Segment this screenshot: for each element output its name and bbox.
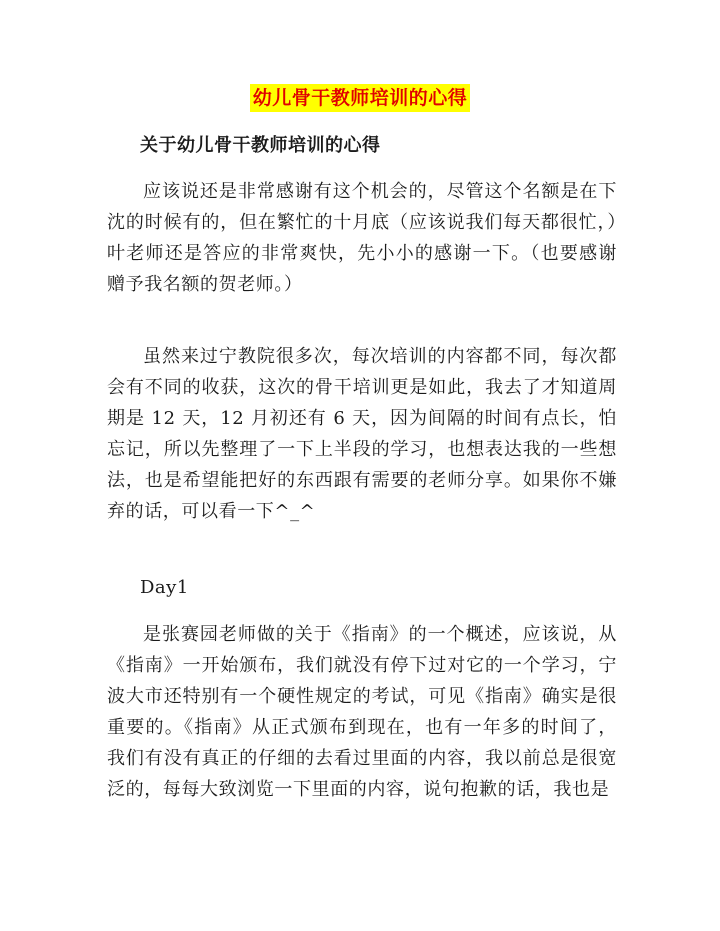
paragraph-1: 应该说还是非常感谢有这个机会的，尽管这个名额是在下沈的时候有的，但在繁忙的十月底（应该说我们每天都很忙，）叶老师还是答应的非常爽快，先小小的感谢一下。（也要感谢赠予我名额的贺老师。） [107, 181, 617, 295]
paragraph-3: 是张赛园老师做的关于《指南》的一个概述，应该说，从《指南》一开始颁布，我们就没有停下过对它的一个学习，宁波大市还特别有一个硬性规定的考试，可见《指南》确实是很重要的。《指南》从正式颁布到现在，也有一年多的时间了，我们有没有真正的仔细的去看过里面的内容，我以前总是很宽泛的，每每大致浏览一下里面的内容，说句抱歉的话，我也是 [107, 624, 617, 800]
title-container [0, 84, 720, 112]
document-subtitle: 关于幼儿骨干教师培训的心得 [140, 135, 381, 156]
paragraph-2: 虽然来过宁教院很多次，每次培训的内容都不同，每次都会有不同的收获，这次的骨干培训更是如此，我去了才知道周期是 12 天，12 月初还有 6 天，因为间隔的时间有点长，怕忘记，所以先整理了一下上半段的学习，也想表达我的一些想法，也是希望能把好的东西跟有需要的老师分享。如果你不嫌弃的话，可以看一下^_^ [107, 346, 617, 522]
day-heading: Day1 [140, 577, 189, 598]
document-title: 幼儿骨干教师培训的心得 [250, 84, 471, 112]
